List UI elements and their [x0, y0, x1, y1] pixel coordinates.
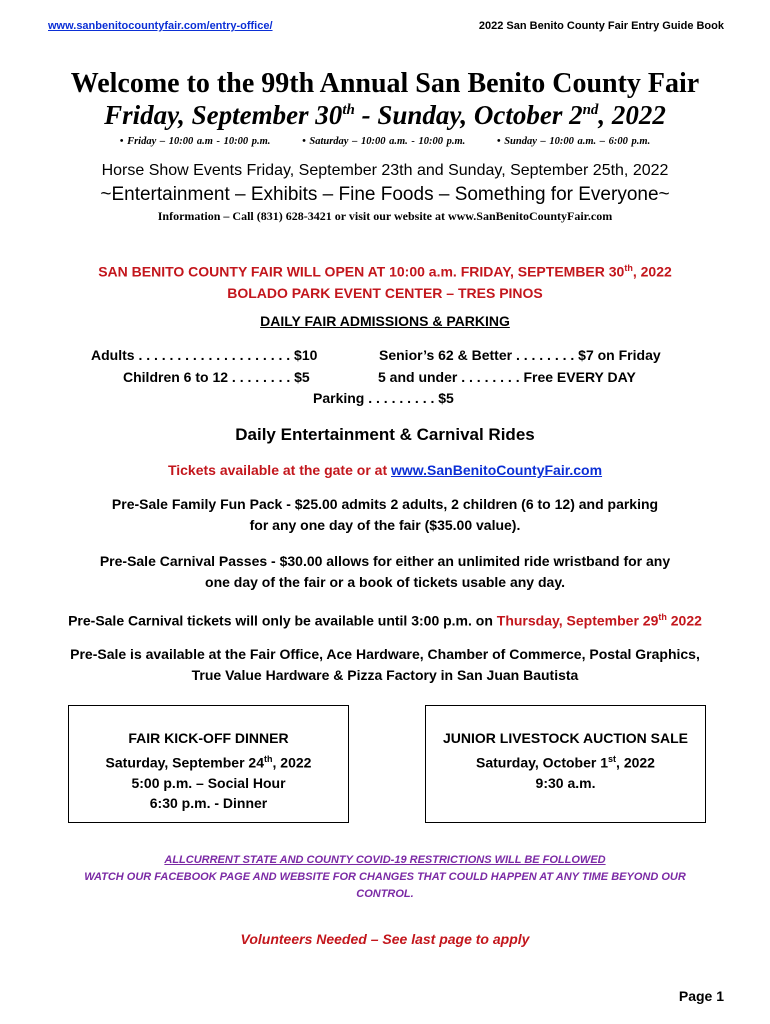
price-seniors: Senior’s 62 & Better . . . . . . . . $7 on Friday: [379, 347, 661, 363]
auction-time: 9:30 a.m.: [535, 774, 596, 791]
subtitle-start: Friday, September 30: [104, 100, 343, 130]
carnival-passes: [0, 551, 770, 593]
livestock-auction-box: [425, 705, 706, 823]
venue-line: BOLADO PARK EVENT CENTER – TRES PINOS: [227, 285, 543, 301]
carnival-tickets-date: Thursday, September 29: [496, 612, 659, 629]
subtitle-end-sup: nd: [582, 102, 599, 118]
opening-line-sup: th: [624, 263, 633, 273]
kickoff-title: FAIR KICK-OFF DINNER: [128, 730, 289, 746]
auction-date: [426, 749, 705, 773]
covid-line-2: WATCH OUR FACEBOOK PAGE AND WEBSITE FOR CHANGES THAT COULD HAPPEN AT ANY TIME BEYOND OUR: [84, 871, 686, 883]
auction-title: JUNIOR LIVESTOCK AUCTION SALE: [442, 730, 689, 746]
page-number: Page 1: [678, 988, 724, 1004]
carnival-tickets-deadline: [0, 607, 770, 632]
volunteers-notice: Volunteers Needed – See last page to apply: [240, 931, 530, 947]
fun-pack-line-2: for any one day of the fair ($35.00 value).: [249, 517, 521, 533]
horse-show-line: Horse Show Events Friday, September 23th and Sunday, September 25th, 2022: [101, 162, 669, 179]
subtitle-year: , 2022: [598, 100, 666, 130]
kickoff-date: [69, 749, 348, 773]
hours-saturday: • Saturday – 10:00 a.m. - 10:00 p.m.: [302, 136, 466, 147]
price-adults: Adults . . . . . . . . . . . . . . . . . . . . $10: [91, 347, 318, 363]
opening-line-text: SAN BENITO COUNTY FAIR WILL OPEN AT 10:00 a.m. FRIDAY, SEPTEMBER 30: [98, 263, 625, 280]
auction-date-year: , 2022: [616, 754, 655, 771]
hours-sunday: • Sunday – 10:00 a.m. – 6:00 p.m.: [496, 136, 651, 147]
covid-line-1: ALLCURRENT STATE AND COUNTY COVID-19 RESTRICTIONS WILL BE FOLLOWED: [164, 854, 606, 866]
carnival-tickets-sup: th: [658, 612, 667, 622]
fun-pack-line-1: Pre-Sale Family Fun Pack - $25.00 admits 2 adults, 2 children (6 to 12) and parking: [111, 496, 659, 512]
kickoff-social-hour: 5:00 p.m. – Social Hour: [131, 774, 286, 791]
carnival-tickets-year: 2022: [666, 612, 702, 629]
kickoff-date-sup: th: [264, 753, 273, 764]
guide-book-title: 2022 San Benito County Fair Entry Guide Book: [478, 20, 724, 32]
hours-friday: • Friday – 10:00 a.m - 10:00 p.m.: [119, 136, 271, 147]
kickoff-date-text: Saturday, September 24: [105, 754, 265, 771]
carnival-passes-line-2: one day of the fair or a book of tickets usable any day.: [205, 574, 565, 590]
tickets-text: Tickets available at the gate or at: [167, 462, 391, 478]
price-children: Children 6 to 12 . . . . . . . . $5: [123, 369, 310, 385]
family-fun-pack: [0, 494, 770, 536]
daily-hours: [0, 136, 770, 147]
covid-line-3: CONTROL.: [356, 888, 414, 900]
admissions-heading: DAILY FAIR ADMISSIONS & PARKING: [260, 313, 510, 329]
opening-line: [0, 263, 770, 280]
presale-line-2: True Value Hardware & Pizza Factory in San Juan Bautista: [191, 667, 579, 683]
auction-date-text: Saturday, October 1: [476, 754, 609, 771]
page-title: Welcome to the 99th Annual San Benito County Fair: [70, 68, 700, 99]
kickoff-dinner-time: 6:30 p.m. - Dinner: [149, 795, 268, 812]
info-line: Information – Call (831) 628-3421 or visit our website at www.SanBenitoCountyFair.com: [157, 209, 613, 223]
fair-dates-subtitle: [0, 100, 770, 131]
price-under-5: 5 and under . . . . . . . . Free EVERY DAY: [378, 369, 636, 385]
presale-locations: [0, 644, 770, 686]
entertainment-heading: Daily Entertainment & Carnival Rides: [235, 425, 535, 444]
fair-website-link[interactable]: www.SanBenitoCountyFair.com: [391, 462, 603, 478]
opening-line-year: , 2022: [632, 263, 672, 280]
subtitle-start-sup: th: [342, 102, 355, 118]
price-parking: Parking . . . . . . . . . $5: [313, 390, 454, 406]
kickoff-dinner-box: [68, 705, 349, 823]
tickets-line: [0, 462, 770, 478]
presale-line-1: Pre-Sale is available at the Fair Office, Ace Hardware, Chamber of Commerce, Postal Graphics,: [70, 646, 700, 662]
kickoff-date-year: , 2022: [272, 754, 312, 771]
covid-notice: [0, 852, 770, 903]
entry-office-link[interactable]: www.sanbenitocountyfair.com/entry-office/: [48, 20, 273, 32]
carnival-passes-line-1: Pre-Sale Carnival Passes - $30.00 allows for either an unlimited ride wristband for any: [99, 553, 671, 569]
auction-date-sup: st: [608, 753, 617, 764]
tagline: ~Entertainment – Exhibits – Fine Foods – Something for Everyone~: [100, 184, 670, 205]
carnival-tickets-text: Pre-Sale Carnival tickets will only be available until 3:00 p.m. on: [68, 612, 497, 629]
subtitle-middle: - Sunday, October 2: [354, 100, 583, 130]
